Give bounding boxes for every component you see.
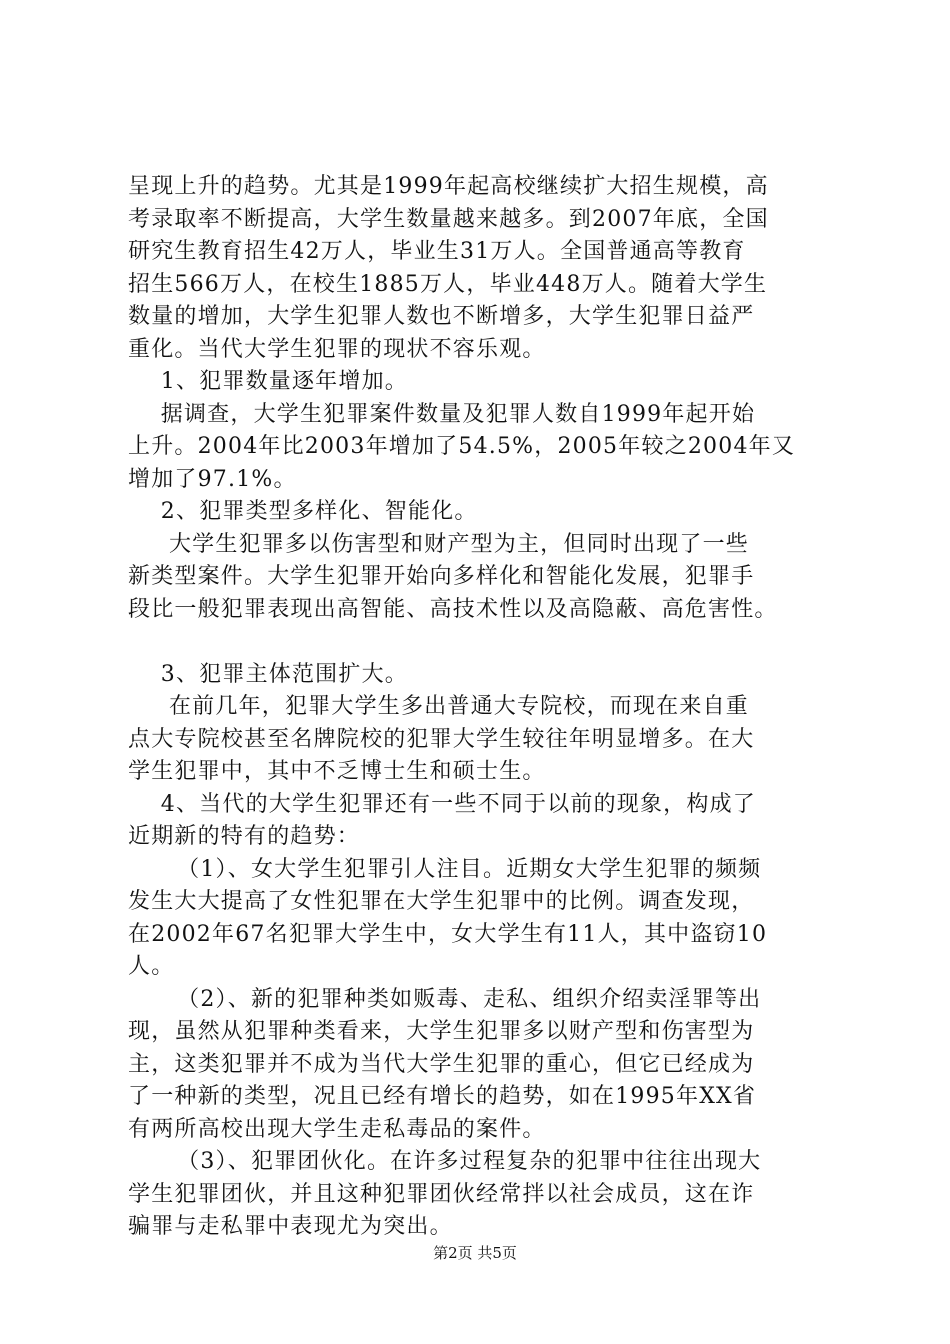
text-line: 重化。当代大学生犯罪的现状不容乐观。 [128, 336, 546, 362]
text-line: 大学生犯罪多以伤害型和财产型为主，但同时出现了一些 [128, 531, 749, 557]
text-line: 发生大大提高了女性犯罪在大学生犯罪中的比例。调查发现， [128, 889, 755, 914]
text-line: 主，这类犯罪并不成为当代大学生犯罪的重心，但它已经成为 [128, 1051, 755, 1077]
text-line: 4、当代的大学生犯罪还有一些不同于以前的现象，构成了 [128, 791, 756, 817]
text-line: 人。 [128, 954, 175, 979]
document-body [128, 171, 864, 1244]
text-line: 在前几年，犯罪大学生多出普通大专院校，而现在来自重 [128, 694, 749, 719]
text-line: 近期新的特有的趋势： [128, 824, 361, 849]
text-line: 段比一般犯罪表现出高智能、高技术性以及高隐蔽、高危害性。 [128, 596, 778, 622]
text-line: 招生566万人，在校生1885万人，毕业448万人。随着大学生 [128, 271, 768, 297]
text-line: 在2002年67名犯罪大学生中，女大学生有11人，其中盗窃10 [128, 921, 768, 947]
text-line: 增加了97.1%。 [128, 466, 297, 492]
page-footer: 第2页 共5页 [433, 1244, 517, 1262]
text-line: 3、犯罪主体范围扩大。 [128, 661, 408, 687]
text-line: 现，虽然从犯罪种类看来，大学生犯罪多以财产型和伤害型为 [128, 1019, 755, 1044]
text-line: 呈现上升的趋势。尤其是1999年起高校继续扩大招生规模，高 [128, 174, 769, 199]
text-line: 2、犯罪类型多样化、智能化。 [128, 499, 478, 524]
blank-line [128, 626, 864, 659]
text-line: 有两所高校出现大学生走私毒品的案件。 [128, 1116, 546, 1142]
text-line: （3）、犯罪团伙化。在许多过程复杂的犯罪中往往出现大 [128, 1149, 762, 1174]
text-line: 学生犯罪团伙，并且这种犯罪团伙经常拌以社会成员，这在诈 [128, 1181, 755, 1207]
text-line: 学生犯罪中，其中不乏博士生和硕士生。 [128, 759, 546, 784]
text-line: 新类型案件。大学生犯罪开始向多样化和智能化发展，犯罪手 [128, 564, 755, 589]
text-line: 上升。2004年比2003年增加了54.5%，2005年较之2004年又 [128, 434, 796, 459]
text-line: 1、犯罪数量逐年增加。 [128, 369, 408, 394]
text-line: 骗罪与走私罪中表现尤为突出。 [128, 1214, 453, 1239]
text-line: （1）、女大学生犯罪引人注目。近期女大学生犯罪的频频 [128, 856, 762, 882]
text-line: 了一种新的类型，况且已经有增长的趋势，如在1995年XX省 [128, 1084, 757, 1109]
text-line: 数量的增加，大学生犯罪人数也不断增多，大学生犯罪日益严 [128, 304, 755, 329]
text-line: 考录取率不断提高，大学生数量越来越多。到2007年底，全国 [128, 206, 769, 232]
text-line: 点大专院校甚至名牌院校的犯罪大学生较往年明显增多。在大 [128, 726, 755, 752]
text-line: （2）、新的犯罪种类如贩毒、走私、组织介绍卖淫罪等出 [128, 986, 762, 1012]
text-line: 研究生教育招生42万人，毕业生31万人。全国普通高等教育 [128, 239, 746, 264]
text-line: 据调查，大学生犯罪案件数量及犯罪人数自1999年起开始 [128, 401, 756, 427]
